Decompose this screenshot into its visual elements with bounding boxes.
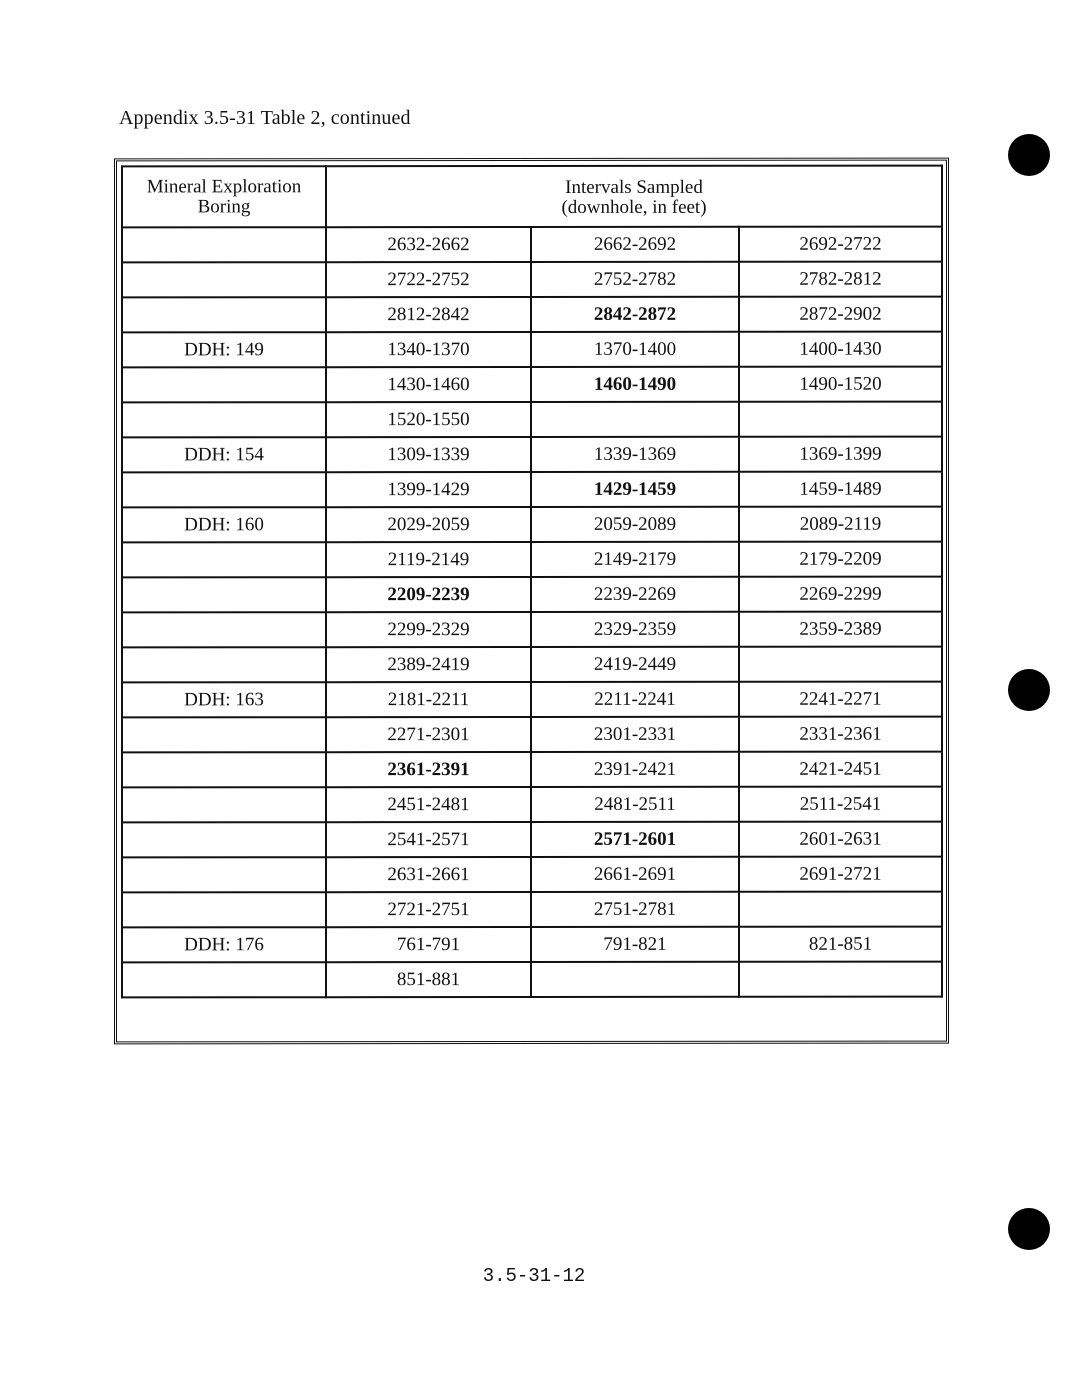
interval-cell: 2331-2361	[739, 717, 942, 752]
table-header-row	[122, 166, 942, 228]
interval-cell: 2421-2451	[739, 752, 942, 787]
interval-cell: 2089-2119	[739, 507, 942, 542]
table-row	[122, 297, 942, 333]
interval-cell: 2181-2211	[326, 682, 531, 717]
table-row	[122, 402, 942, 438]
table-row	[122, 612, 942, 648]
interval-cell: 2782-2812	[739, 262, 942, 297]
interval-cell: 2301-2331	[531, 717, 739, 752]
interval-cell: 1400-1430	[739, 332, 942, 367]
boring-header-line1: Mineral Exploration	[146, 175, 302, 197]
interval-cell: 2179-2209	[739, 542, 942, 577]
table-row	[122, 857, 942, 893]
interval-cell	[739, 892, 942, 927]
boring-cell	[122, 542, 326, 577]
interval-cell: 1369-1399	[739, 437, 942, 472]
table-row	[122, 682, 942, 718]
table-row	[122, 892, 942, 928]
boring-cell	[122, 647, 326, 682]
interval-cell: 2239-2269	[531, 577, 739, 612]
interval-cell: 1309-1339	[326, 437, 531, 472]
boring-cell	[122, 857, 326, 892]
boring-cell	[122, 717, 326, 752]
table-row	[122, 927, 942, 963]
interval-cell: 2662-2692	[531, 227, 739, 262]
boring-cell: DDH: 154	[122, 437, 326, 472]
boring-cell	[122, 577, 326, 612]
interval-cell: 2722-2752	[326, 262, 531, 297]
table-row	[122, 647, 942, 683]
interval-cell: 1459-1489	[739, 472, 942, 507]
boring-cell	[122, 402, 326, 437]
punch-hole-icon-middle	[1008, 669, 1050, 711]
interval-cell: 2391-2421	[531, 752, 739, 787]
boring-cell	[122, 612, 326, 647]
table-row	[122, 262, 942, 298]
boring-cell: DDH: 160	[122, 507, 326, 542]
interval-cell: 2389-2419	[326, 647, 531, 682]
interval-cell: 2872-2902	[739, 297, 942, 332]
interval-cell: 2149-2179	[531, 542, 739, 577]
table-row	[122, 227, 942, 263]
boring-column-header	[122, 166, 326, 227]
interval-cell: 2119-2149	[326, 542, 531, 577]
table-row	[122, 437, 942, 473]
table-row	[122, 542, 942, 578]
intervals-column-header	[326, 166, 942, 228]
interval-cell: 2752-2782	[531, 262, 739, 297]
interval-cell: 851-881	[326, 962, 531, 997]
interval-cell: 1460-1490	[531, 367, 739, 402]
boring-cell: DDH: 176	[122, 927, 326, 962]
page-number: 3.5-31-12	[482, 1265, 586, 1287]
interval-cell: 2571-2601	[531, 822, 739, 857]
interval-cell: 2511-2541	[739, 787, 942, 822]
table-row	[122, 507, 942, 543]
boring-cell	[122, 787, 326, 822]
interval-cell: 2419-2449	[531, 647, 739, 682]
table-row	[122, 367, 942, 403]
boring-header-line2: Boring	[197, 195, 251, 217]
interval-cell: 2361-2391	[326, 752, 531, 787]
interval-cell: 2632-2662	[326, 227, 531, 262]
interval-cell: 2692-2722	[739, 227, 942, 262]
interval-cell	[531, 402, 739, 437]
interval-cell: 2451-2481	[326, 787, 531, 822]
interval-cell: 1370-1400	[531, 332, 739, 367]
interval-cell: 2481-2511	[531, 787, 739, 822]
interval-cell	[739, 962, 942, 997]
punch-hole-icon-top	[1008, 134, 1050, 176]
interval-cell: 2661-2691	[531, 857, 739, 892]
interval-cell: 2299-2329	[326, 612, 531, 647]
boring-cell	[122, 892, 326, 927]
intervals-header-line1: Intervals Sampled	[565, 176, 703, 198]
interval-cell: 1340-1370	[326, 332, 531, 367]
intervals-header-line2: (downhole, in feet)	[561, 196, 707, 218]
interval-cell: 2631-2661	[326, 857, 531, 892]
boring-cell	[122, 962, 326, 997]
punch-hole-icon-bottom	[1008, 1208, 1050, 1250]
page-title: Appendix 3.5-31 Table 2, continued	[119, 107, 411, 129]
interval-cell	[739, 647, 942, 682]
interval-cell: 2271-2301	[326, 717, 531, 752]
interval-cell: 2329-2359	[531, 612, 739, 647]
interval-cell	[739, 402, 942, 437]
boring-cell	[122, 227, 326, 262]
intervals-table	[121, 165, 943, 999]
interval-cell: 2541-2571	[326, 822, 531, 857]
interval-cell: 2359-2389	[739, 612, 942, 647]
intervals-table-frame	[114, 158, 949, 1045]
interval-cell: 2842-2872	[531, 297, 739, 332]
interval-cell: 2209-2239	[326, 577, 531, 612]
interval-cell: 2721-2751	[326, 892, 531, 927]
boring-cell	[122, 822, 326, 857]
boring-cell	[122, 297, 326, 332]
interval-cell: 1339-1369	[531, 437, 739, 472]
table-row	[122, 717, 942, 753]
interval-cell: 791-821	[531, 927, 739, 962]
interval-cell: 1429-1459	[531, 472, 739, 507]
boring-cell	[122, 472, 326, 507]
interval-cell: 2241-2271	[739, 682, 942, 717]
boring-cell	[122, 367, 326, 402]
table-row	[122, 822, 942, 858]
interval-cell: 2601-2631	[739, 822, 942, 857]
boring-cell: DDH: 149	[122, 332, 326, 367]
interval-cell: 1430-1460	[326, 367, 531, 402]
table-row	[122, 787, 942, 823]
boring-cell	[122, 262, 326, 297]
table-row	[122, 962, 942, 998]
boring-cell: DDH: 163	[122, 682, 326, 717]
interval-cell	[531, 962, 739, 997]
interval-cell: 761-791	[326, 927, 531, 962]
interval-cell: 2812-2842	[326, 297, 531, 332]
interval-cell: 1520-1550	[326, 402, 531, 437]
interval-cell: 2029-2059	[326, 507, 531, 542]
interval-cell: 2269-2299	[739, 577, 942, 612]
table-row	[122, 332, 942, 368]
boring-cell	[122, 752, 326, 787]
interval-cell: 2751-2781	[531, 892, 739, 927]
interval-cell: 2211-2241	[531, 682, 739, 717]
table-row	[122, 752, 942, 788]
interval-cell: 1399-1429	[326, 472, 531, 507]
table-row	[122, 577, 942, 613]
interval-cell: 2059-2089	[531, 507, 739, 542]
interval-cell: 1490-1520	[739, 367, 942, 402]
table-row	[122, 472, 942, 508]
interval-cell: 2691-2721	[739, 857, 942, 892]
interval-cell: 821-851	[739, 927, 942, 962]
